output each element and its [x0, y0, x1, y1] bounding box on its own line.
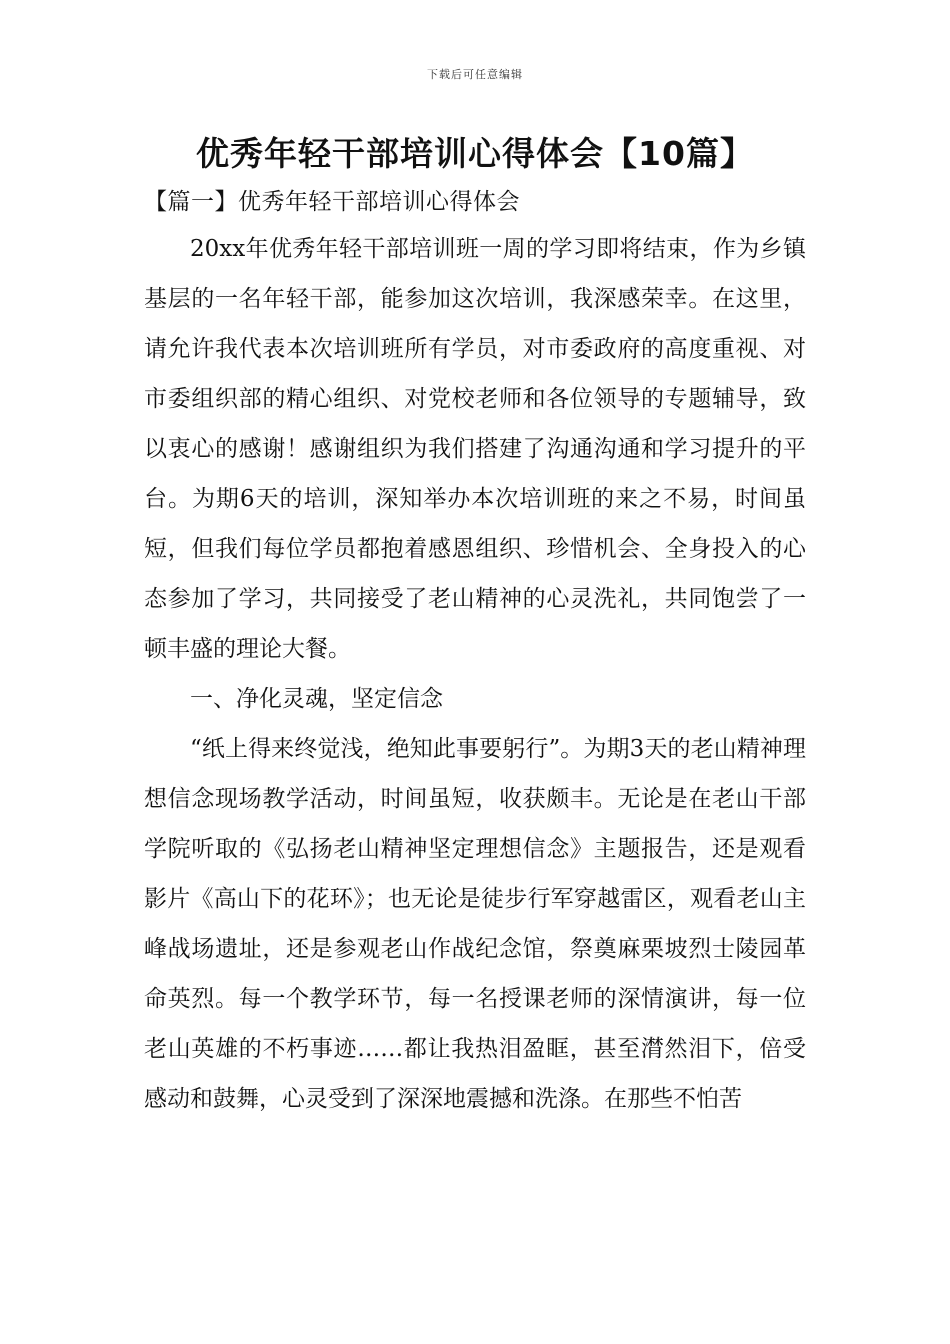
paragraph-subheading: 一、净化灵魂，坚定信念: [190, 686, 443, 712]
section-heading: 【篇一】优秀年轻干部培训心得体会: [144, 189, 520, 215]
document-body: [144, 224, 806, 1124]
paragraph-body: “纸上得来终觉浅，绝知此事要躬行”。为期3天的老山精神理想信念现场教学活动，时间虽短，收获颇丰。无论是在老山干部学院听取的《弘扬老山精神坚定理想信念》主题报告，还是观看影片《高山下的花环》；也无论是徒步行军穿越雷区，观看老山主峰战场遗址，还是参观老山作战纪念馆，祭奠麻栗坡烈士陵园革命英烈。每一个教学环节，每一名授课老师的深情演讲，每一位老山英雄的不朽事迹……都让我热泪盈眶，甚至潸然泪下，倍受感动和鼓舞，心灵受到了深深地震撼和洗涤。在那些不怕苦: [144, 736, 806, 1112]
paragraph-intro: 20xx年优秀年轻干部培训班一周的学习即将结束，作为乡镇基层的一名年轻干部，能参加这次培训，我深感荣幸。在这里，请允许我代表本次培训班所有学员，对市委政府的高度重视、对市委组织部的精心组织、对党校老师和各位领导的专题辅导，致以衷心的感谢！感谢组织为我们搭建了沟通沟通和学习提升的平台。为期6天的培训，深知举办本次培训班的来之不易，时间虽短，但我们每位学员都抱着感恩组织、珍惜机会、全身投入的心态参加了学习，共同接受了老山精神的心灵洗礼，共同饱尝了一顿丰盛的理论大餐。: [144, 236, 806, 662]
document-title: 优秀年轻干部培训心得体会【10篇】: [196, 134, 754, 173]
header-note: 下载后可任意编辑: [427, 68, 523, 81]
